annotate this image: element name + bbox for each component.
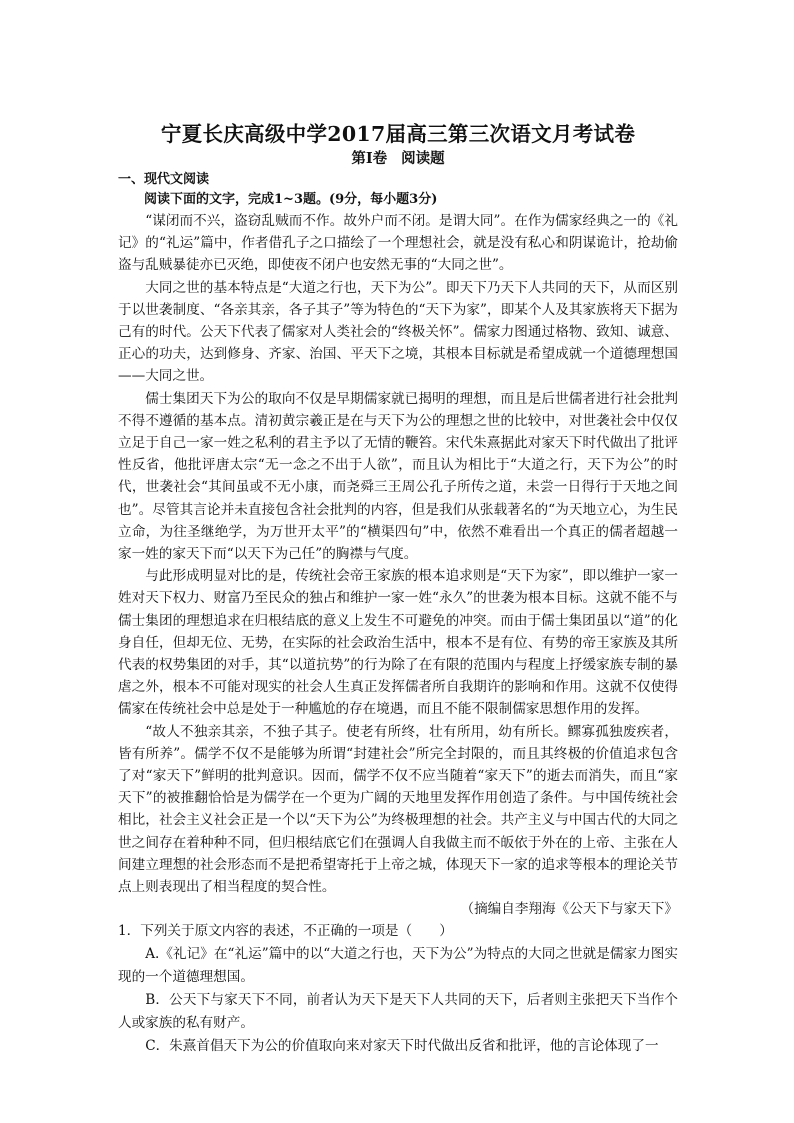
exam-title: 宁夏长庆高级中学2017届高三第三次语文月考试卷 xyxy=(160,122,636,146)
passage-paragraph-2: 大同之世的基本特点是“大道之行也，天下为公”。即天下乃天下人共同的天下，从而区别于以世袭制度、“各亲其亲，各子其子”等为特色的“天下为家”，即某个人及其家族将天下据为己有的时代。公天下代表了儒家对人类社会的“终极关怀”。儒家力图通过格物、致知、诚意、正心的功夫，达到修身、齐家、治国、平天下之境，其根本目标就是希望成就一个道德理想国 ——大同之世。 xyxy=(118,279,678,385)
passage-paragraph-4: 与此形成明显对比的是，传统社会帝王家族的根本追求则是“天下为家”，即以维护一家一姓对天下权力、财富乃至民众的独占和维护一家一姓“永久”的世袭为根本目标。这就不能不与儒士集团的理想追求在归根结底的意义上发生不可避免的冲突。而由于儒士集团虽以“道”的化身自任，但却无位、无势，在实际的社会政治生活中，根本不是有位、有势的帝王家族及其所代表的权势集团的对手，其“以道抗势”的行为除了在有限的范围内与程度上抒缓家族专制的暴虐之外，根本不可能对现实的社会人生真正发挥儒者所自我期许的影响和作用。这就不仅使得儒家在传统社会中总是处于一种尴尬的存在境遇，而且不能不限制儒家思想作用的发挥。 xyxy=(118,568,678,718)
part-name: 阅读题 xyxy=(401,150,445,167)
reading-instruction: 阅读下面的文字，完成1~3题。(9分，每小题3分) xyxy=(144,192,438,207)
passage-paragraph-1: “谋闭而不兴，盗窃乱贼而不作。故外户而不闭。是谓大同”。在作为儒家经典之一的《礼记》的“礼运”篇中，作者借孔子之口描绘了一个理想社会，就是没有私心和阴谋诡计，抢劫偷盗与乱贼暴徒亦已灭绝，即使夜不闭户也安然无事的“大同之世”。 xyxy=(118,213,678,274)
passage-source: （摘编自李翔海《公天下与家天下》 xyxy=(460,901,678,918)
exam-page xyxy=(118,120,678,1058)
question-1-option-a: A.《礼记》在“礼运”篇中的以“大道之行也，天下为公”为特点的大同之世就是儒家力图实现的一个道德理想国。 xyxy=(118,945,678,985)
question-1-option-c: C．朱熹首倡天下为公的价值取向来对家天下时代做出反省和批评，他的言论体现了一 xyxy=(145,1037,659,1054)
question-1-option-b: B．公天下与家天下不同，前者认为天下是天下人共同的天下，后者则主张把天下当作个人或家族的私有财产。 xyxy=(118,991,678,1031)
section-heading: 一、现代文阅读 xyxy=(118,172,210,187)
part-heading xyxy=(118,148,678,170)
part-label: 第I卷 xyxy=(351,150,388,167)
passage-paragraph-5: “故人不独亲其亲，不独子其子。使老有所终，壮有所用，幼有所长。鳏寡孤独废疾者，皆有所养”。儒学不仅不是能够为所谓“封建社会”所完全封限的，而且其终极的价值追求包含了对“家天下”鲜明的批判意识。因而，儒学不仅不应当随着“家天下”的逝去而消失，而且“家天下”的被推翻恰恰是为儒学在一个更为广阔的天地里发挥作用创造了条件。与中国传统社会相比，社会主义社会正是一个以“天下为公”为终极理想的社会。共产主义与中国古代的大同之世之间存在着种种不同，但归根结底它们在强调人自我做主而不皈依于外在的上帝、主张在人间建立理想的社会形态而不是把希望寄托于上帝之城，体现天下一家的追求等根本的理论关节点上则表现出了相当程度的契合性。 xyxy=(118,723,678,896)
passage-paragraph-3: 儒士集团天下为公的取向不仅是早期儒家就已揭明的理想，而且是后世儒者进行社会批判不得不遵循的基本点。清初黄宗羲正是在与天下为公的理想之世的比较中，对世袭社会中仅仅立足于自己一家一姓之私利的君主予以了无情的鞭笞。宋代朱熹据此对家天下时代做出了批评性反省，他批评唐太宗“无一念之不出于人欲”，而且认为相比于“大道之行，天下为公”的时代，世袭社会“其间虽或不无小康，而尧舜三王周公孔子所传之道，未尝一日得行于天地之间也”。尽管其言论并未直接包含社会批判的内容，但是我们从张载著名的“为天地立心，为生民立命，为往圣继绝学，为万世开太平”的“横渠四句”中，依然不难看出一个真正的儒者超越一家一姓的家天下而“以天下为己任”的胸襟与气度。 xyxy=(118,390,678,563)
question-1-stem: 1．下列关于原文内容的表述，不正确的一项是（ ） xyxy=(118,923,453,940)
